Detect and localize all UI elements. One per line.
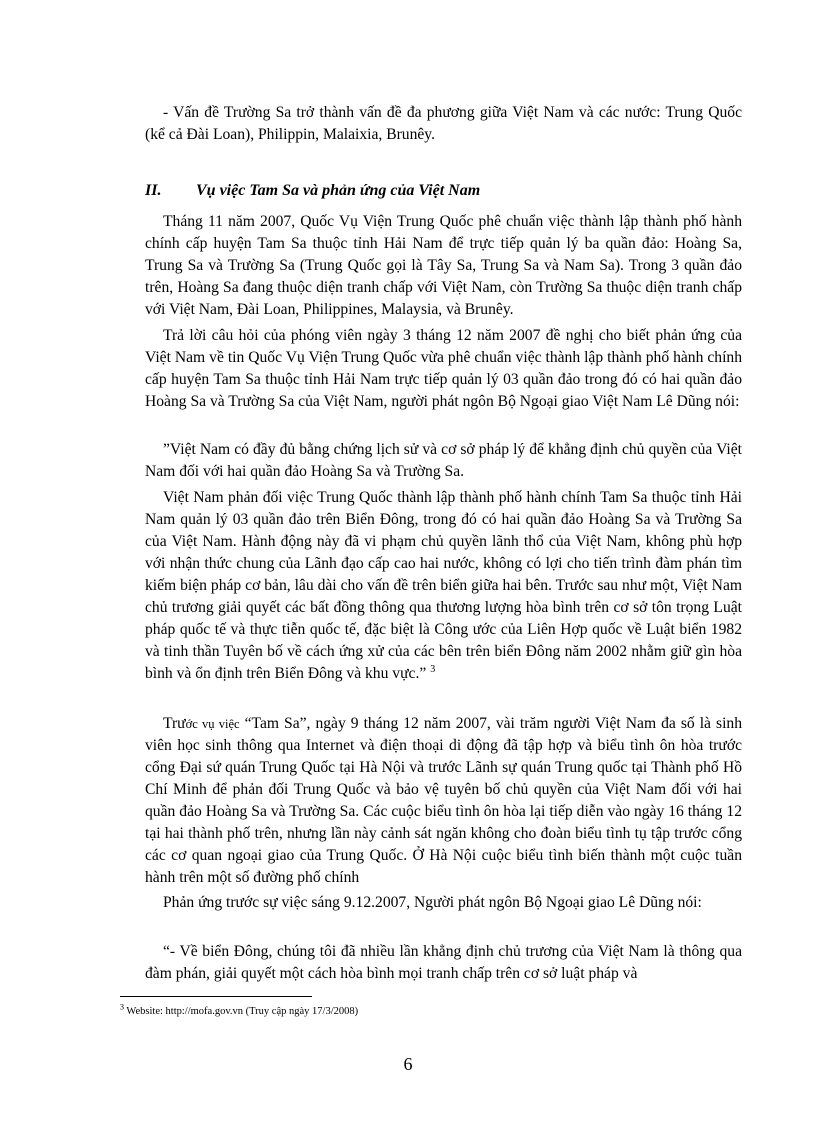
paragraph-quote-2	[145, 487, 742, 685]
paragraph-5-small: ớc vụ việc	[185, 717, 240, 731]
paragraph-7: “- Về biển Đông, chúng tôi đã nhiều lần khẳng định chủ trương của Việt Nam là thông qua đàm phán, giải quyết một cách hòa bình mọi tranh chấp trên cơ sở luật pháp và	[145, 943, 742, 982]
footnote-separator	[120, 996, 312, 997]
paragraph-5	[145, 713, 742, 889]
paragraph-1: Tháng 11 năm 2007, Quốc Vụ Viện Trung Quốc phê chuẩn việc thành lập thành phố hành chính cấp huyện Tam Sa thuộc tỉnh Hải Nam để trực tiếp quản lý ba quần đảo: Hoàng Sa, Trung Sa và Trường Sa (Trung Quốc gọi là Tây Sa, Trung Sa và Nam Sa). Trong 3 quần đảo trên, Hoàng Sa đang thuộc diện tranh chấp với Việt Nam, còn Trường Sa thuộc diện tranh chấp với Việt Nam, Đài Loan, Philippines, Malaysia, và Brunêy.	[145, 213, 742, 318]
paragraph-5-start: Trư	[163, 715, 186, 732]
paragraph-2: Trả lời câu hỏi của phóng viên ngày 3 tháng 12 năm 2007 đề nghị cho biết phản ứng của Việt Nam về tin Quốc Vụ Viện Trung Quốc vừa phê chuẩn việc thành lập thành phố hành chính cấp huyện Tam Sa thuộc tỉnh Hải Nam trực tiếp quản lý 03 quần đảo trong đó có hai quần đảo Hoàng Sa và Trường Sa của Việt Nam, người phát ngôn Bộ Ngoại giao Việt Nam Lê Dũng nói:	[145, 327, 742, 410]
footnote-text: Website: http://mofa.gov.vn (Truy cập ngày 17/3/2008)	[124, 1006, 359, 1017]
section-number: II.	[145, 182, 162, 199]
paragraph-5-rest: “Tam Sa”, ngày 9 tháng 12 năm 2007, vài trăm người Việt Nam đa số là sinh viên học sinh thông qua Internet và điện thoại di động đã tập hợp và biểu tình ôn hòa trước cổng Đại sứ quán Trung Quốc tại Hà Nội và trước Lãnh sự quán Trung quốc tại Thành phố Hồ Chí Minh để phản đối Trung Quốc và bảo vệ tuyên bố chủ quyền của Việt Nam đối với hai quần đảo Hoàng Sa và Trường Sa. Các cuộc biểu tình ôn hòa lại tiếp diễn vào ngày 16 tháng 12 tại hai thành phố trên, nhưng lần này cảnh sát ngăn không cho đoàn biểu tình tụ tập trước cổng các cơ quan ngoại giao của Trung Quốc. Ở Hà Nội cuộc biểu tình biến thành một cuộc tuần hành trên một số đường phố chính	[145, 715, 742, 886]
footnote-reference: 3	[430, 663, 436, 675]
footnote-number: 3	[120, 1002, 124, 1012]
footnote	[120, 1002, 359, 1019]
section-heading	[145, 182, 480, 200]
page-number: 6	[403, 1054, 413, 1074]
paragraph-quote-2-text: Việt Nam phản đối việc Trung Quốc thành lập thành phố hành chính Tam Sa thuộc tỉnh Hải Nam quản lý 03 quần đảo trên Biển Đông, trong đó có hai quần đảo Hoàng Sa và Trường Sa của Việt Nam. Hành động này đã vi phạm chủ quyền lãnh thổ của Việt Nam, không phù hợp với nhận thức chung của Lãnh đạo cấp cao hai nước, không có lợi cho tiến trình đàm phán tìm kiếm biện pháp cơ bản, lâu dài cho vấn đề trên biển giữa hai bên. Trước sau như một, Việt Nam chủ trương giải quyết các bất đồng thông qua thương lượng hòa bình trên cơ sở tôn trọng Luật pháp quốc tế và thực tiễn quốc tế, đặc biệt là Công ước của Liên Hợp quốc về Luật biển 1982 và tinh thần Tuyên bố về cách ứng xử của các bên trên biển Đông năm 2002 nhằm giữ gìn hòa bình và ổn định trên Biển Đông và khu vực.”	[145, 489, 742, 682]
paragraph-bullet: - Vấn đề Trường Sa trở thành vấn đề đa phương giữa Việt Nam và các nước: Trung Quốc (kể cả Đài Loan), Philippin, Malaixia, Brunêy.	[145, 104, 742, 143]
paragraph-quote-1: ”Việt Nam có đầy đủ bằng chứng lịch sử và cơ sở pháp lý để khẳng định chủ quyền của Việt Nam đối với hai quần đảo Hoàng Sa và Trường Sa.	[145, 441, 742, 480]
paragraph-6: Phản ứng trước sự việc sáng 9.12.2007, Người phát ngôn Bộ Ngoại giao Lê Dũng nói:	[163, 894, 702, 911]
section-title: Vụ việc Tam Sa và phản ứng của Việt Nam	[196, 182, 481, 199]
